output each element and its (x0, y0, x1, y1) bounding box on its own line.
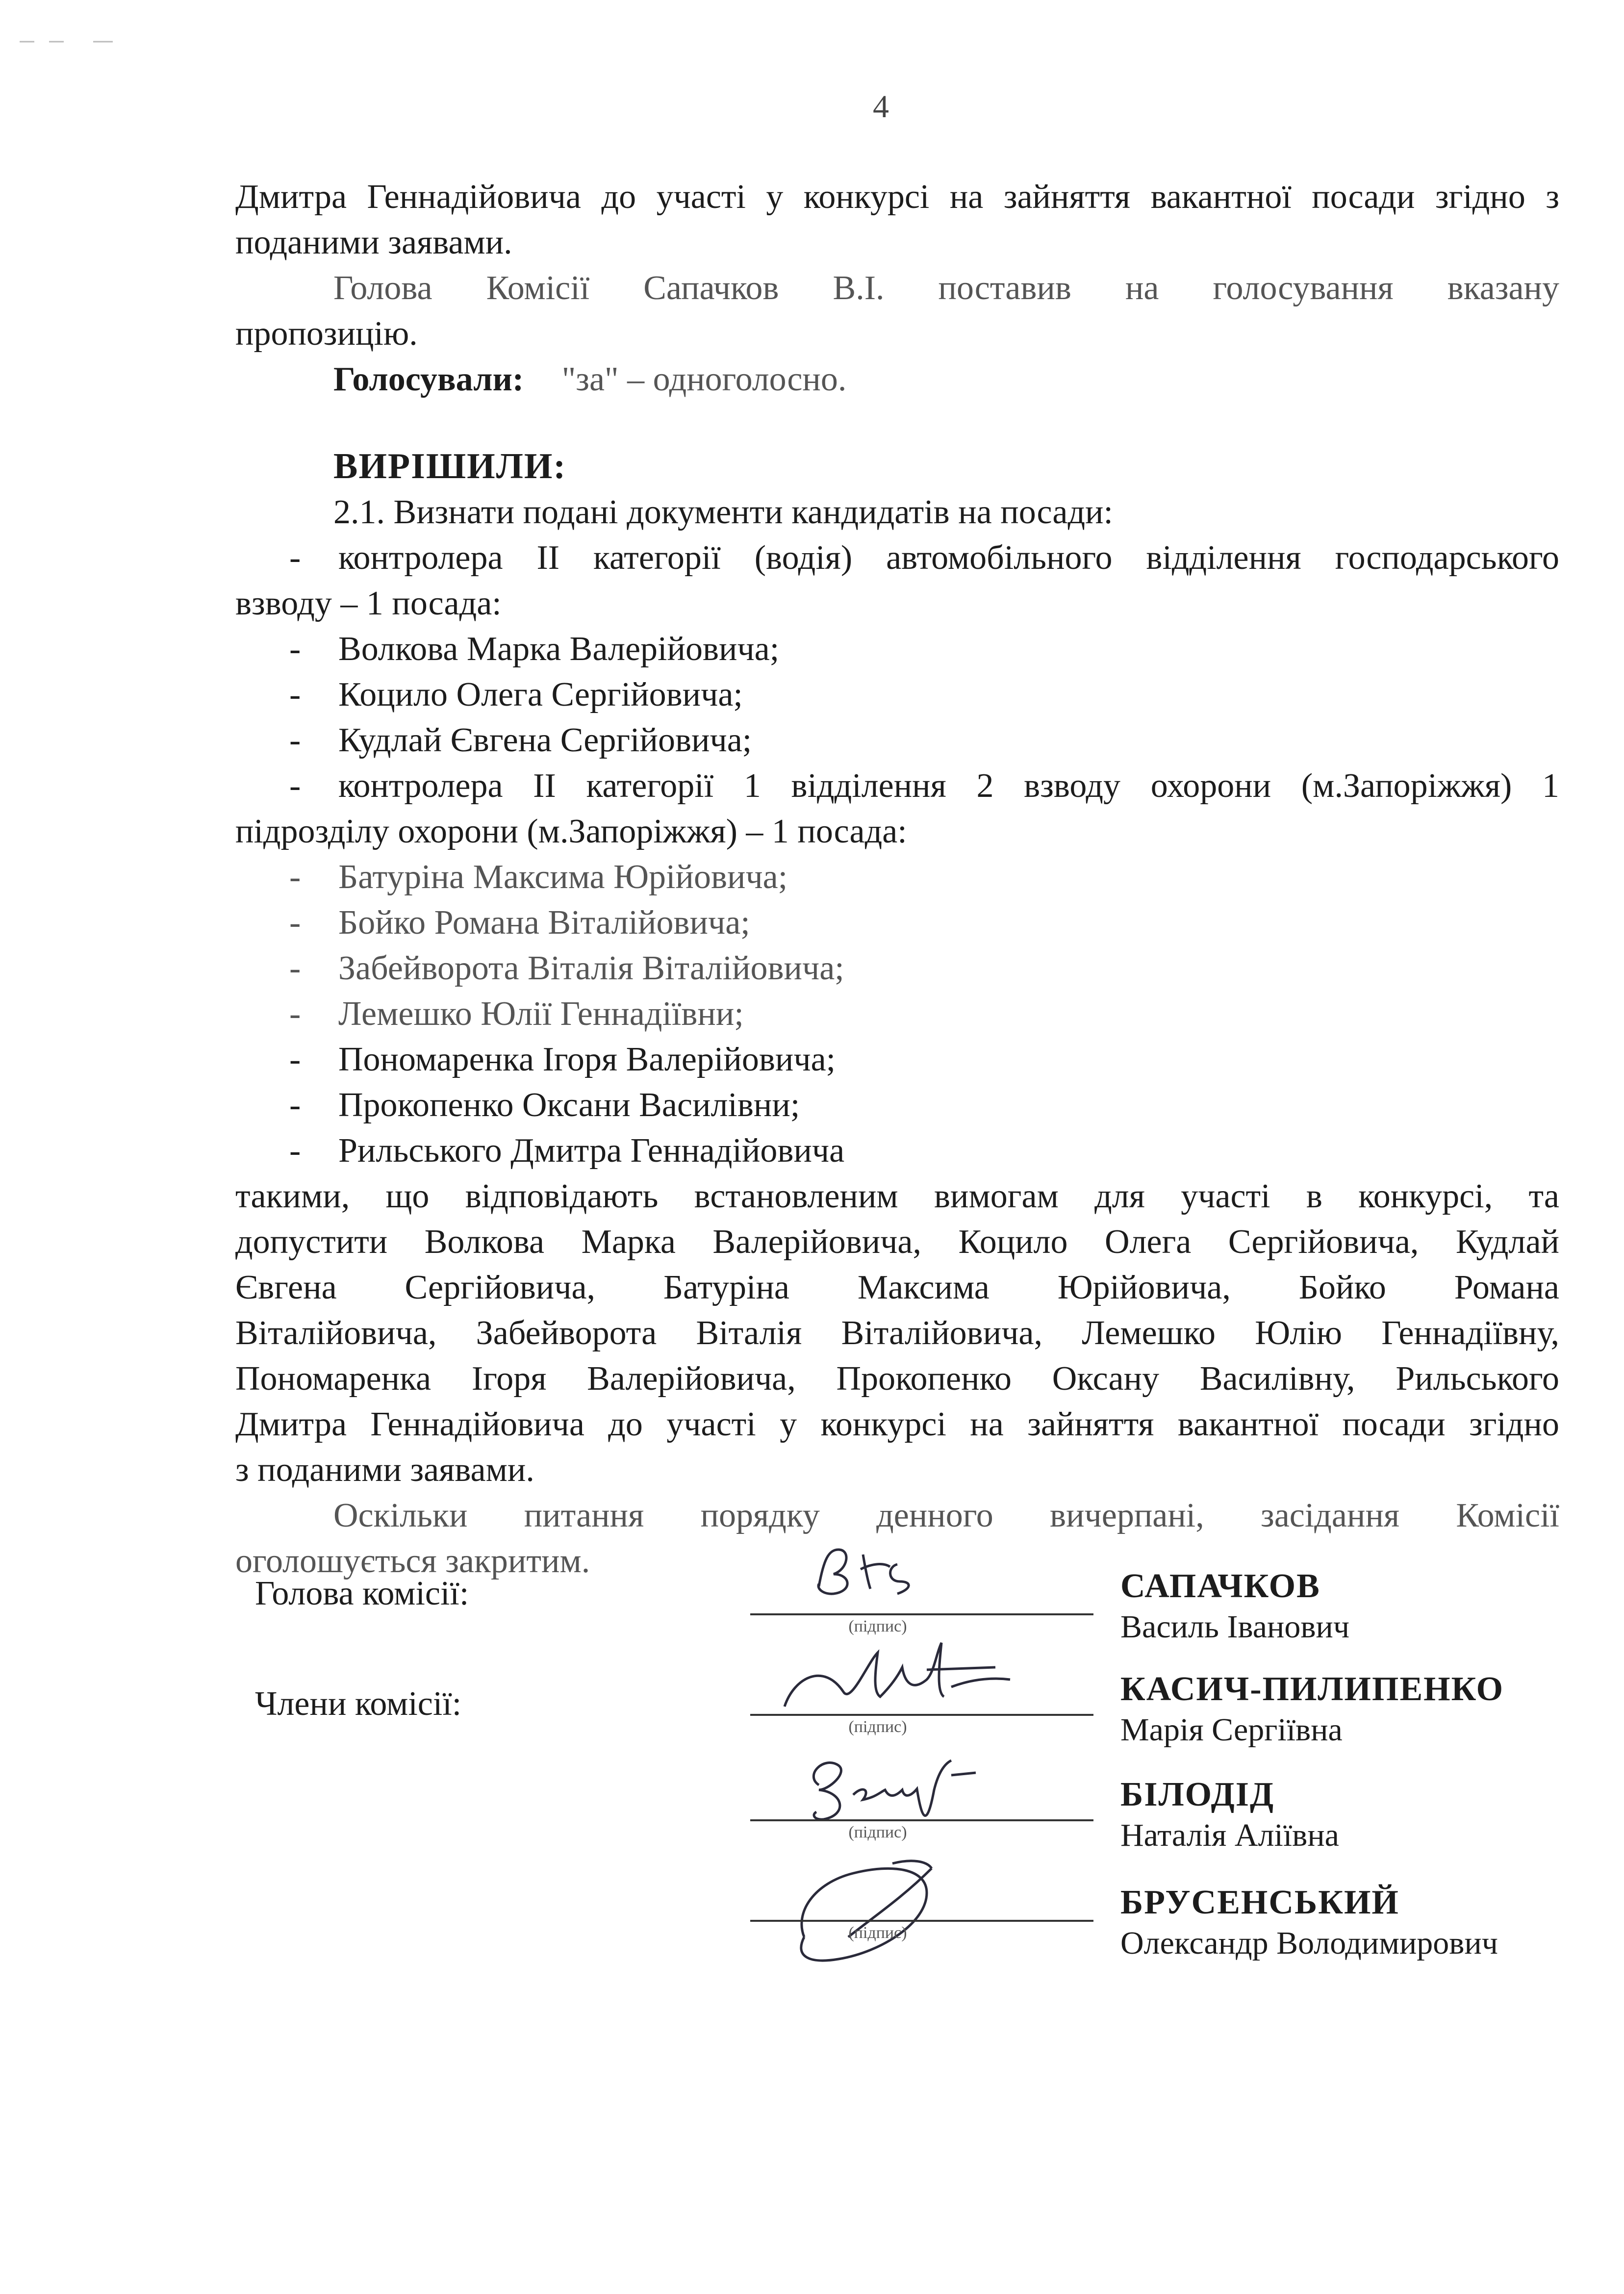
candidate-name: Прокопенко Оксани Василівни; (338, 1086, 800, 1124)
vote-value: "за" – одноголосно. (561, 360, 847, 398)
position-text: контролера ІІ категорії (водія) автомобільного відділення господарського (338, 539, 1559, 577)
dash-marker: - (289, 995, 301, 1033)
signature-caption: (підпис) (848, 1718, 907, 1736)
page-number: 4 (873, 89, 889, 125)
dash-marker: - (289, 630, 301, 668)
position-text: взводу – 1 посада: (235, 585, 502, 622)
candidate-item (235, 717, 1559, 763)
conclusion-line: Дмитра Геннадійовича до участі у конкурсі на зайняття вакантної посади згідно (235, 1405, 1559, 1443)
decision-point: 2.1. Визнати подані документи кандидатів на посади: (333, 493, 1113, 531)
intro-block (235, 174, 1559, 402)
signer-given-name: Наталія Аліївна (1120, 1817, 1339, 1853)
signer-given-name: Василь Іванович (1120, 1609, 1350, 1645)
conclusion-line: Євгена Сергійовича, Батуріна Максима Юрійовича, Бойко Романа (235, 1269, 1559, 1306)
signature-caption: (підпис) (848, 1823, 907, 1841)
vote-line (235, 357, 1559, 402)
candidate-name: Рильського Дмитра Геннадійовича (338, 1132, 845, 1170)
chair-label: Голова комісії: (255, 1575, 469, 1612)
conclusion-line: такими, що відповідають встановленим вимогам для участі в конкурсі, та (235, 1177, 1559, 1215)
candidate-item (235, 900, 1559, 945)
candidate-item (235, 945, 1559, 991)
candidate-name: Бойко Романа Віталійовича; (338, 904, 750, 942)
dash-marker: - (289, 949, 301, 987)
closing-line: Оскільки питання порядку денного вичерпані, засідання Комісії (333, 1497, 1559, 1534)
candidate-item (235, 626, 1559, 672)
signature-caption: (підпис) (848, 1924, 907, 1942)
signer-given-name: Олександр Володимирович (1120, 1925, 1498, 1961)
signer-surname: САПАЧКОВ (1120, 1567, 1320, 1605)
dash-marker: - (289, 1086, 301, 1124)
dash-marker: - (289, 1041, 301, 1078)
signature-caption: (підпис) (848, 1617, 907, 1635)
signature-4 (765, 1839, 1059, 1976)
candidate-name: Кудлай Євгена Сергійовича; (338, 721, 752, 759)
position-text: контролера ІІ категорії 1 відділення 2 взводу охорони (м.Запоріжжя) 1 (338, 767, 1559, 805)
dash-marker: - (289, 1132, 301, 1170)
candidate-name: Волкова Марка Валерійовича; (338, 630, 780, 668)
position-text: підрозділу охорони (м.Запоріжжя) – 1 посада: (235, 813, 907, 850)
intro-line: пропозицію. (235, 315, 418, 353)
signer-surname: БРУСЕНСЬКИЙ (1120, 1884, 1399, 1921)
dash-marker: - (289, 539, 301, 577)
signature-1 (765, 1540, 1010, 1613)
signer-surname: БІЛОДІД (1120, 1776, 1275, 1813)
conclusion-line: з поданими заявами. (235, 1451, 534, 1489)
conclusion-line: Пономаренка Ігоря Валерійовича, Прокопенко Оксану Василівну, Рильського (235, 1360, 1559, 1398)
signer-surname: КАСИЧ-ПИЛИПЕНКО (1120, 1670, 1504, 1708)
members-label: Члени комісії: (255, 1685, 462, 1723)
candidate-name: Пономаренка Ігоря Валерійовича; (338, 1041, 836, 1078)
candidate-name: Коцило Олега Сергійовича; (338, 676, 743, 714)
signer-given-name: Марія Сергіївна (1120, 1712, 1343, 1748)
conclusion-line: допустити Волкова Марка Валерійовича, Коцило Олега Сергійовича, Кудлай (235, 1223, 1559, 1261)
dash-marker: - (289, 676, 301, 714)
candidate-item (235, 991, 1559, 1037)
intro-line: Дмитра Геннадійовича до участі у конкурсі на зайняття вакантної посади згідно з (235, 178, 1559, 216)
signature-line (750, 1714, 1093, 1716)
candidate-name: Лемешко Юлії Геннадіївни; (338, 995, 744, 1033)
closing-line: оголошується закритим. (235, 1542, 590, 1580)
position-item (235, 535, 1559, 581)
candidate-item (235, 854, 1559, 900)
position-item (235, 763, 1559, 809)
candidate-name: Батуріна Максима Юрійовича; (338, 858, 788, 896)
candidate-item (235, 1037, 1559, 1082)
conclusion-line: Віталійовича, Забейворота Віталія Віталійовича, Лемешко Юлію Геннадіївну, (235, 1314, 1559, 1352)
candidate-item (235, 1128, 1559, 1173)
vote-label: Голосували: (333, 360, 524, 398)
candidate-item (235, 1082, 1559, 1128)
dash-marker: - (289, 721, 301, 759)
signature-line (750, 1819, 1093, 1821)
scan-artifact (20, 39, 118, 44)
dash-marker: - (289, 858, 301, 896)
dash-marker: - (289, 904, 301, 942)
signature-line (750, 1613, 1093, 1615)
candidate-item (235, 672, 1559, 717)
decision-block (235, 444, 1559, 1584)
intro-line: поданими заявами. (235, 224, 512, 261)
dash-marker: - (289, 767, 301, 805)
intro-line: Голова Комісії Сапачков В.І. поставив на голосування вказану (333, 269, 1559, 307)
signature-line (750, 1920, 1093, 1922)
candidate-name: Забейворота Віталія Віталійовича; (338, 949, 844, 987)
decision-heading: ВИРІШИЛИ: (333, 446, 567, 486)
signature-2 (765, 1633, 1069, 1731)
